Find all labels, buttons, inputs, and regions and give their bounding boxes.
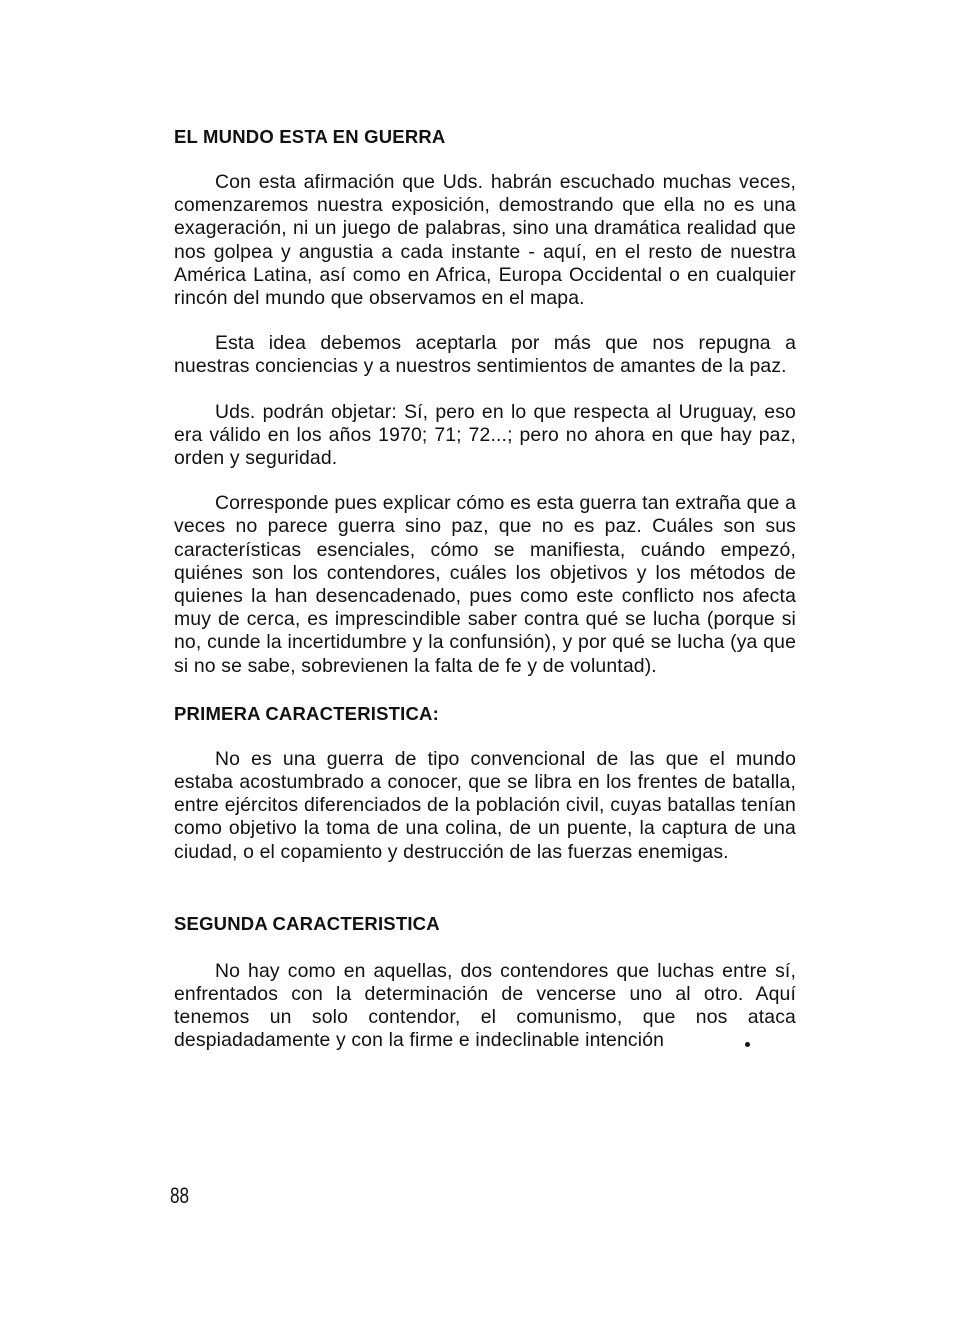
section-title: EL MUNDO ESTA EN GUERRA <box>174 126 446 147</box>
page-body <box>174 125 796 1053</box>
paragraph-primera: No es una guerra de tipo convencional de las que el mundo estaba acostumbrado a conocer, que se libra en los frentes de batalla, entre ejércitos diferenciados de la población civil, cuyas batallas tenían como objetivo la toma de una colina, de un puente, la captura de una ciudad, o el copamiento y destrucción de las fuerzas enemigas. <box>174 747 796 863</box>
paragraph-explanation: Corresponde pues explicar cómo es esta guerra tan extraña que a veces no parece guerra sino paz, que no es paz. Cuáles son sus características esenciales, cómo se manifiesta, cuándo empezó, quiénes son los contendores, cuáles los objetivos y los métodos de quienes la han desencadenado, pues como este conflicto nos afecta muy de cerca, es imprescindible saber contra qué se lucha (porque si no, cunde la incertidumbre y la confunsión), y por qué se lucha (ya que si no se sabe, sobrevienen la falta de fe y de voluntad). <box>174 492 796 677</box>
paragraph-objection: Uds. podrán objetar: Sí, pero en lo que respecta al Uruguay, eso era válido en los años 1970; 71; 72...; pero no ahora en que hay paz, orden y seguridad. <box>174 400 796 470</box>
page-number: 88 <box>170 1183 190 1208</box>
heading-segunda-caracteristica: SEGUNDA CARACTERISTICA <box>174 912 440 934</box>
heading-primera-caracteristica: PRIMERA CARACTERISTICA: <box>174 702 439 724</box>
paragraph-segunda: No hay como en aquellas, dos contendores que luchas entre sí, enfrentados con la determinación de vencerse uno al otro. Aquí tenemos un solo contendor, el comunismo, que nos ataca despiadadamente y con la firme e indeclinable intención <box>174 959 796 1052</box>
ink-speck <box>745 1042 750 1047</box>
paragraph-idea: Esta idea debemos aceptarla por más que nos repugna a nuestras conciencias y a nuestros sentimientos de amantes de la paz. <box>174 332 796 378</box>
paragraph-intro: Con esta afirmación que Uds. habrán escuchado muchas veces, comenzaremos nuestra exposición, demostrando que ella no es una exageración, ni un juego de palabras, sino una dramática realidad que nos golpea y angustia a cada instante - aquí, en el resto de nuestra América Latina, así como en Africa, Europa Occidental o en cualquier rincón del mundo que observamos en el mapa. <box>174 171 796 310</box>
